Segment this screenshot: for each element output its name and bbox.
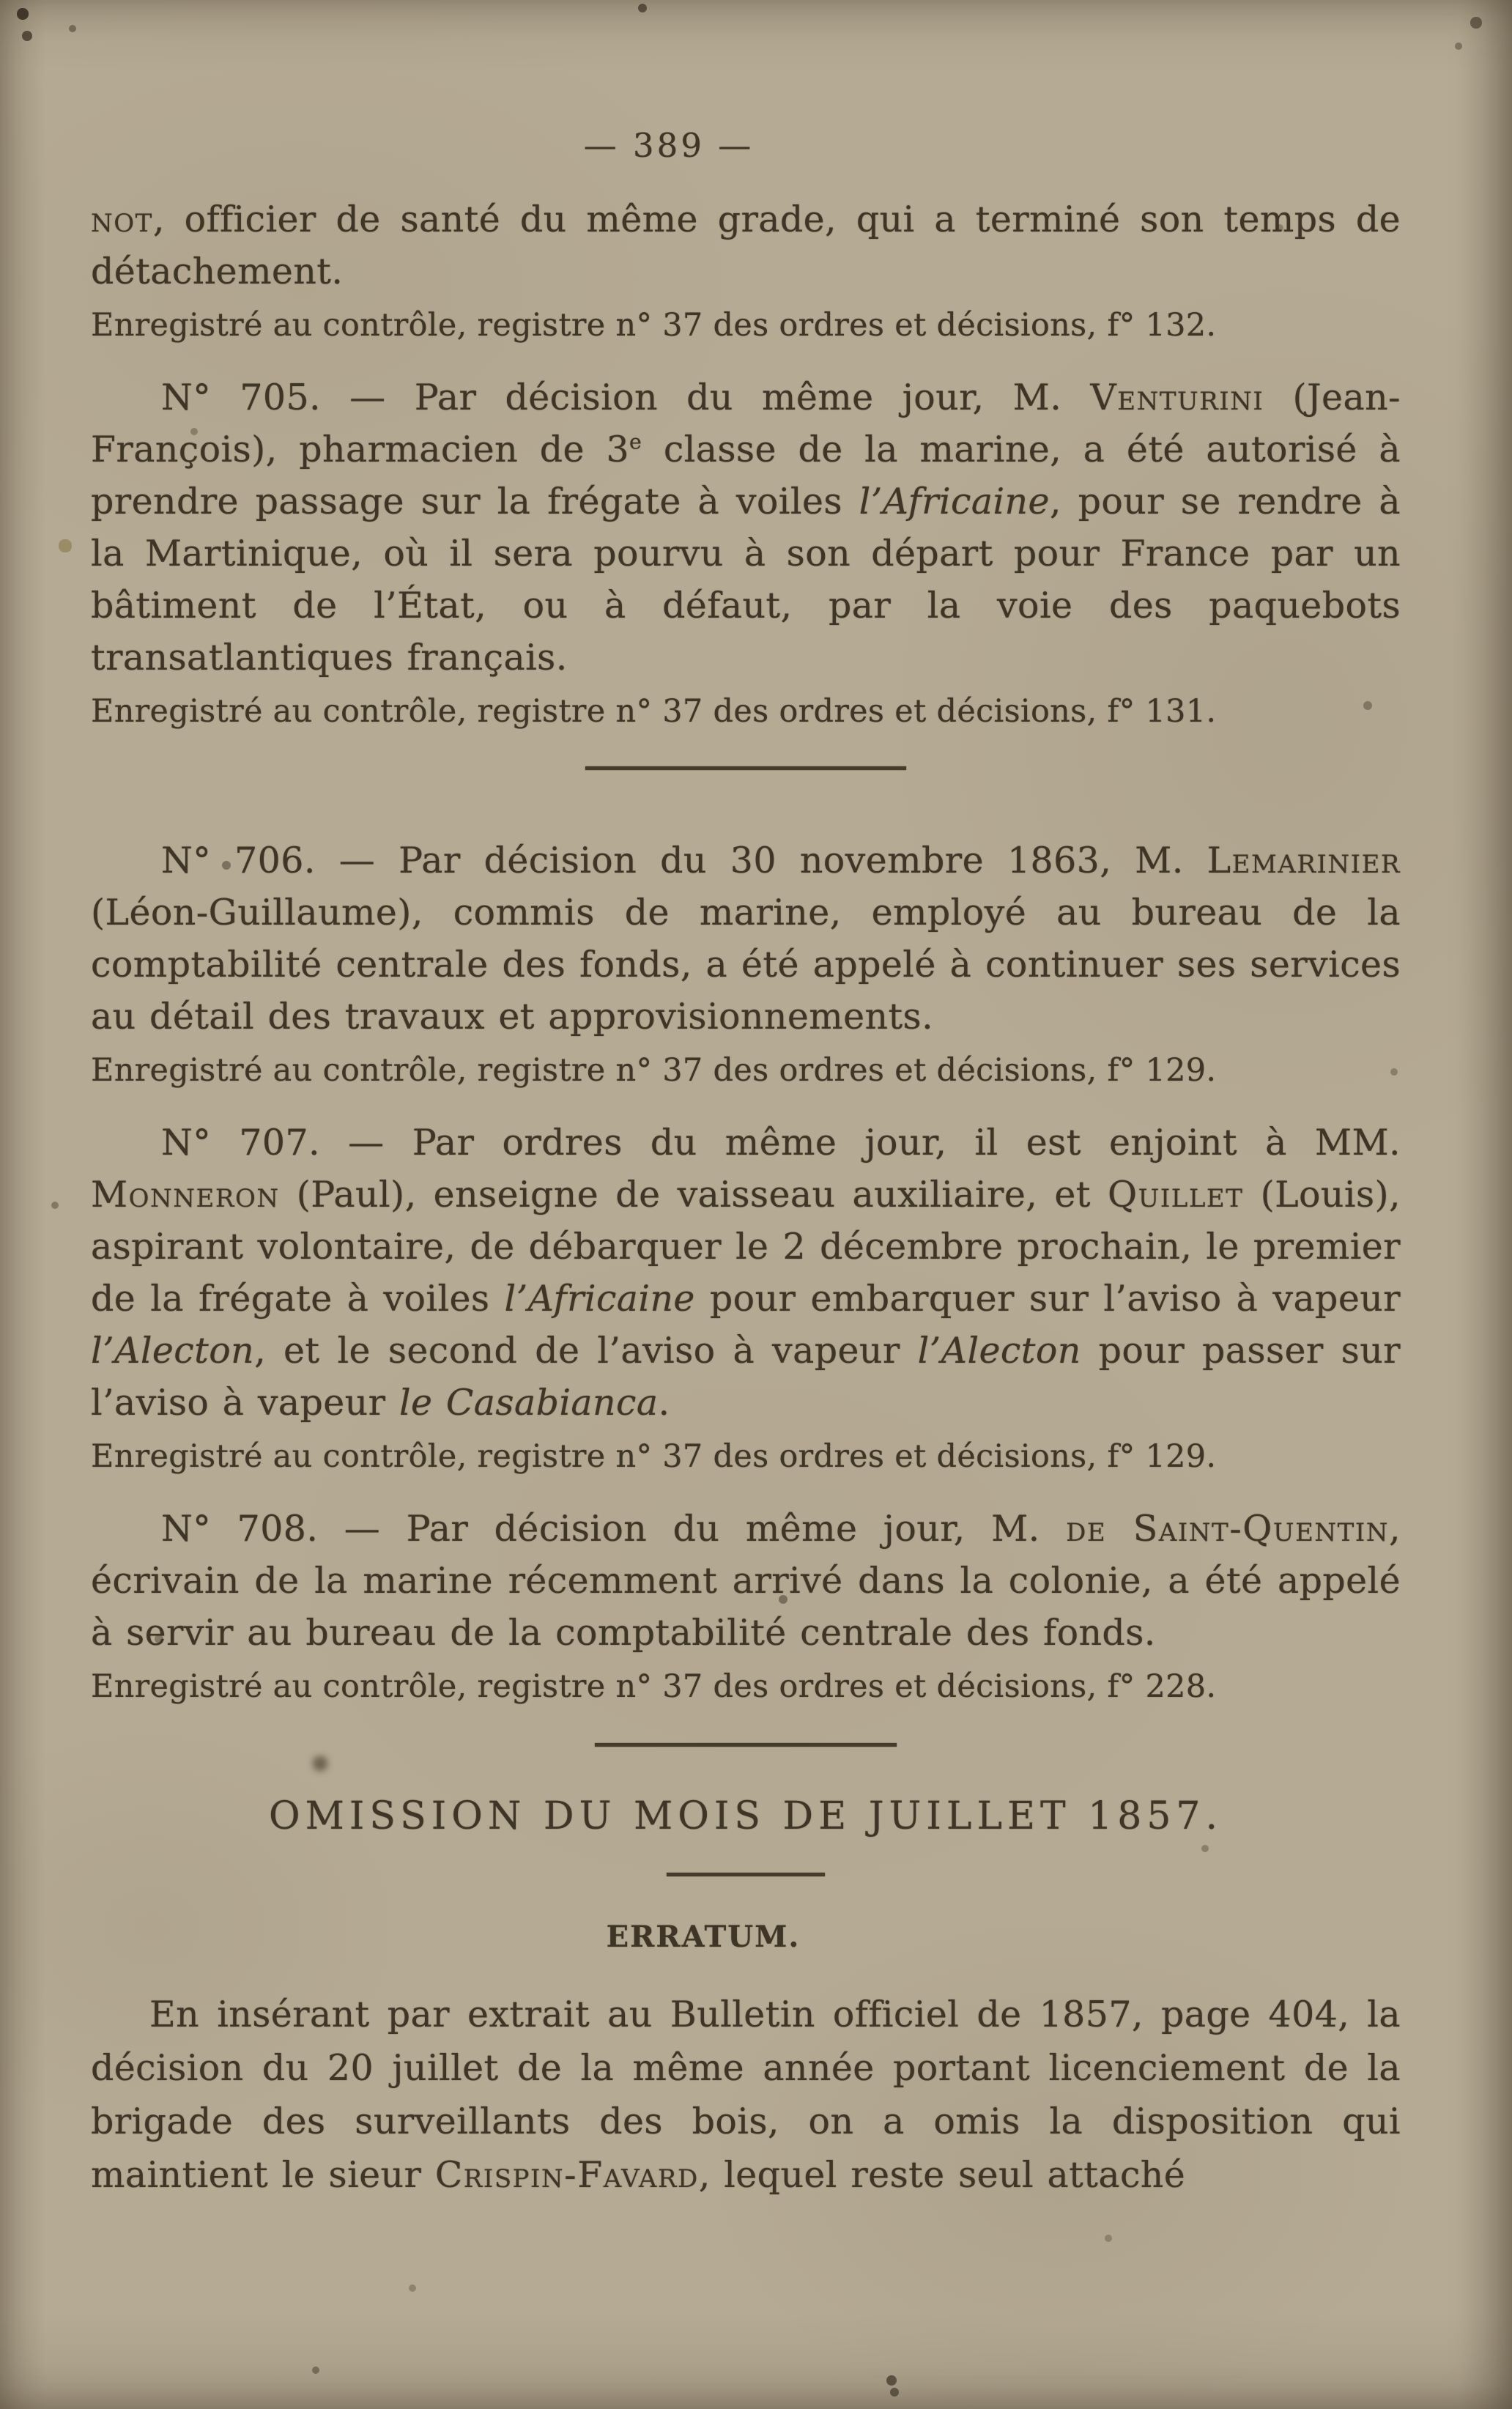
text-segment: (Jean-François), pharmacien de 3 xyxy=(91,377,1401,470)
registration-note: Enregistré au contrôle, registre n° 37 des ordres et décisions, f° 129. xyxy=(91,1052,1217,1089)
text-column xyxy=(91,0,1401,2202)
entry-paragraph xyxy=(91,193,1401,297)
section-divider xyxy=(595,1743,897,1747)
text-segment: , officier de santé du même grade, qui a terminé son temps de détachement. xyxy=(91,199,1401,292)
text-segment: Lemarinier xyxy=(1207,840,1401,881)
text-segment: N° 707. — Par ordres du même jour, il est enjoint à MM. xyxy=(161,1122,1401,1163)
text-segment: , écrivain de la marine récemment arrivé dans la colonie, a été appelé à servir au bureau de la comptabilité centrale des fonds. xyxy=(91,1508,1401,1654)
bulletin-entry xyxy=(91,835,1401,1090)
erratum-heading: ERRATUM. xyxy=(606,1920,801,1954)
text-segment: En insérant par extrait au Bulletin officiel de 1857, page 404, la décision du 20 juillet de la même année portant licenciement de la brigade des surveillants des bois, on a omis la disposition qui maintient le sieur xyxy=(91,1994,1401,2196)
page-number: — 389 — xyxy=(583,126,755,165)
section-divider xyxy=(585,766,906,770)
section-divider xyxy=(667,1873,825,1876)
bulletin-entry xyxy=(91,193,1401,345)
text-segment: Quillet xyxy=(1108,1174,1244,1215)
registration-note: Enregistré au contrôle, registre n° 37 des ordres et décisions, f° 132. xyxy=(91,307,1217,344)
text-segment: l’Africaine xyxy=(504,1278,695,1320)
entry-paragraph xyxy=(91,835,1401,1043)
text-segment: l’Africaine xyxy=(859,481,1050,522)
text-segment: (Léon-Guillaume), commis de marine, employé au bureau de la comptabilité centrale des fonds, a été appelé à continuer ses services au détail des travaux et approvisionnements. xyxy=(91,892,1401,1037)
text-segment: e xyxy=(629,429,642,454)
text-segment: N° 705. — Par décision du même jour, M. xyxy=(161,377,1091,418)
registration-note: Enregistré au contrôle, registre n° 37 des ordres et décisions, f° 228. xyxy=(91,1668,1217,1705)
bulletin-entry xyxy=(91,1117,1401,1476)
text-segment: N° 708. — Par décision du même jour, M. xyxy=(161,1508,1067,1550)
erratum-paragraph xyxy=(91,1988,1401,2202)
text-segment: Monneron xyxy=(91,1174,280,1215)
entry-paragraph xyxy=(91,1503,1401,1659)
text-segment: l’Alecton xyxy=(917,1330,1081,1372)
text-segment: pour embarquer sur l’aviso à vapeur xyxy=(694,1278,1401,1320)
omission-heading: OMISSION DU MOIS DE JUILLET 1857. xyxy=(268,1794,1223,1838)
text-segment: pour passer sur l’aviso à vapeur xyxy=(91,1330,1401,1424)
text-segment: , lequel reste seul attaché xyxy=(698,2154,1186,2196)
text-segment: de Saint-Quentin xyxy=(1066,1508,1390,1550)
text-segment: l’Alecton xyxy=(91,1330,255,1372)
text-segment: , et le second de l’aviso à vapeur xyxy=(254,1330,918,1372)
entry-paragraph xyxy=(91,371,1401,684)
text-segment: not xyxy=(91,199,153,240)
text-segment: le Casabianca xyxy=(399,1382,659,1424)
bulletin-entry xyxy=(91,1503,1401,1706)
bulletin-entry xyxy=(91,371,1401,731)
text-segment: (Paul), enseigne de vaisseau auxiliaire, et xyxy=(279,1174,1108,1215)
registration-note: Enregistré au contrôle, registre n° 37 des ordres et décisions, f° 131. xyxy=(91,693,1217,730)
text-segment: (Louis), aspirant volontaire, de débarquer le 2 décembre prochain, le premier de la frégate à voiles xyxy=(91,1174,1401,1320)
text-segment: . xyxy=(658,1382,670,1424)
text-segment: Crispin-Favard xyxy=(434,2154,699,2196)
text-segment: Venturini xyxy=(1090,377,1264,418)
text-segment: N° 706. — Par décision du 30 novembre 1863, M. xyxy=(161,840,1207,881)
text-segment: classe de la marine, a été autorisé à prendre passage sur la frégate à voiles xyxy=(91,429,1401,522)
entry-paragraph xyxy=(91,1117,1401,1429)
paper-specks xyxy=(0,0,4,4)
registration-note: Enregistré au contrôle, registre n° 37 des ordres et décisions, f° 129. xyxy=(91,1438,1217,1475)
text-segment: , pour se rendre à la Martinique, où il sera pourvu à son départ pour France par un bâtiment de l’État, ou à défaut, par la voie des paquebots transatlantiques français. xyxy=(91,481,1401,678)
